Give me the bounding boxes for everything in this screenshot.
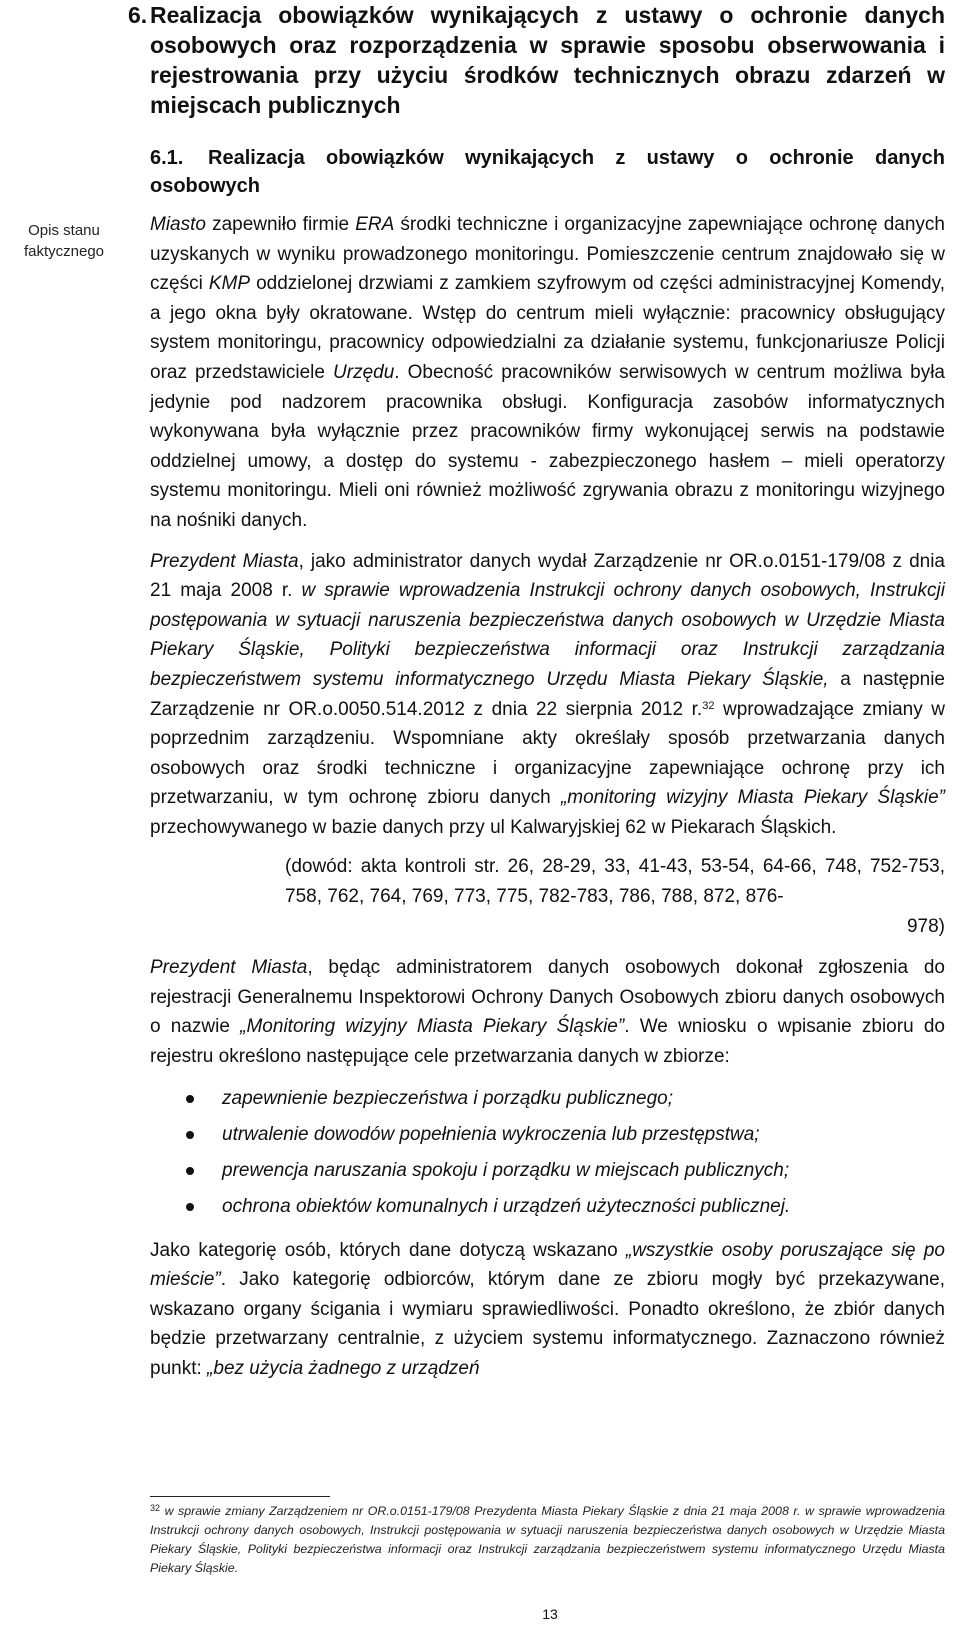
text: środki techniczne i organizacyjne zapewniające ochronę danych uzyskanych w wyniku prowadzonego monitoringu. Pomieszczenie centrum znajdowało się w części xyxy=(150,214,945,295)
text: zapewniło firmie xyxy=(205,214,356,235)
list-item xyxy=(150,1156,945,1186)
section-title: Realizacja obowiązków wynikających z ustawy o ochronie danych osobowych oraz rozporządzenia w sprawie sposobu obserwowania i rejestrowania przy użyciu środków technicznych obrazu zdarzeń w miejscach publicznych xyxy=(150,2,945,118)
footnote-divider xyxy=(150,1496,330,1497)
text-italic: „wszystkie osoby poruszające się po mieście” xyxy=(150,1239,945,1291)
section-number: 6. xyxy=(128,2,148,28)
text-italic: KMP xyxy=(208,273,251,295)
text: oddzielonej drzwiami z zamkiem szyfrowym od części administracyjnej Komendy, a jego okna były okratowane. Wstęp do centrum mieli wyłącznie: pracownicy obsługujący system monitoringu, pracownicy odpowiedzialni za działanie systemu, funkcjonariusze Policji oraz przedstawiciele xyxy=(150,273,945,383)
paragraph-3 xyxy=(150,953,945,1071)
evidence-text-end: 978) xyxy=(906,915,945,937)
list-item xyxy=(150,1192,945,1222)
footnote-text: w sprawie zmiany Zarządzeniem nr OR.o.0151-179/08 Prezydenta Miasta Piekary Śląskie z dnia 21 maja 2008 r. w sprawie wprowadzenia Instrukcji ochrony danych osobowych, Instrukcji postępowania w sytuacji naruszenia bezpieczeństwa danych osobowych w Urzędzie Miasta Piekary Śląskie, Polityki bezpieczeństwa informacji oraz Instrukcji zarządzania bezpieczeństwem systemu informatycznego Urzędu Miasta Piekary Śląskie. xyxy=(150,1504,945,1575)
text-italic: Urzędu xyxy=(333,361,395,383)
list-item-text: utrwalenie dowodów popełnienia wykroczenia lub przestępstwa; xyxy=(222,1123,760,1145)
text: . Obecność pracowników serwisowych w centrum możliwa była jedynie pod nadzorem pracownika obsługi. Konfiguracja zasobów informatycznych wykonywana była wyłącznie przez pracowników firmy wykonującej serwis na podstawie oddzielnej umowy, a dostęp do systemu - zabezpieczonego hasłem – mieli operatorzy systemu monitoringu. Mieli oni również możliwość zgrywania obrazu z monitoringu wizyjnego na nośniki danych. xyxy=(150,361,945,531)
text: . Jako kategorię odbiorców, którym dane ze zbioru mogły być przekazywane, wskazano organy ścigania i wymiaru sprawiedliwości. Ponadto określono, że zbiór danych będzie przetwarzany centralnie, z użyciem systemu informatycznego. Zaznaczono również punkt: xyxy=(150,1269,945,1379)
evidence-note xyxy=(150,852,945,941)
text-italic: Miasto xyxy=(150,214,206,235)
text-italic: Prezydent Miasta xyxy=(150,550,299,572)
text: . We wniosku o wpisanie zbioru do rejestru określono następujące cele przetwarzania danych w zbiorze: xyxy=(150,1016,945,1068)
subsection-title: Realizacja obowiązków wynikających z ustawy o ochronie danych osobowych xyxy=(150,147,945,197)
list-item xyxy=(150,1120,945,1150)
text: wprowadzające zmiany w poprzednim zarządzeniu. Wspomniane akty określały sposób przetwarzania danych osobowych oraz środki techniczne i organizacyjne zapewniające ochronę przy ich przetwarzaniu, w tym ochronę zbioru danych xyxy=(150,698,945,809)
list-item-text: zapewnienie bezpieczeństwa i porządku publicznego; xyxy=(222,1087,674,1109)
text-italic: ERA xyxy=(355,214,395,235)
page-number: 13 xyxy=(542,1606,558,1622)
text-italic: „Monitoring wizyjny Miasta Piekary Śląskie” xyxy=(240,1016,625,1038)
text: , będąc administratorem danych osobowych dokonał zgłoszenia do rejestracji Generalnemu Inspektorowi Ochrony Danych Osobowych zbioru danych osobowych o nazwie xyxy=(150,957,945,1038)
paragraph-1 xyxy=(150,210,945,536)
bullet-icon xyxy=(186,1095,194,1103)
subsection-heading-6-1 xyxy=(150,144,945,200)
body-text xyxy=(150,210,945,1383)
paragraph-4 xyxy=(150,1236,945,1384)
bullet-icon xyxy=(186,1203,194,1211)
list-item xyxy=(150,1084,945,1114)
text: przechowywanego w bazie danych przy ul Kalwaryjskiej 62 w Piekarach Śląskich. xyxy=(150,816,837,838)
text: Jako kategorię osób, których dane dotyczą wskazano xyxy=(150,1239,626,1261)
text: , jako administrator danych wydał Zarządzenie nr OR.o.0151-179/08 z dnia 21 maja 2008 r. xyxy=(150,550,945,602)
bullet-icon xyxy=(186,1131,194,1139)
section-heading-6 xyxy=(128,0,945,120)
subsection-number: 6.1. xyxy=(150,147,184,169)
footnote xyxy=(150,1502,945,1578)
text-italic: „bez użycia żadnego z urządzeń xyxy=(207,1357,480,1379)
text-italic: „monitoring wizyjny Miasta Piekary Śląskie” xyxy=(560,787,946,809)
evidence-text: (dowód: akta kontroli str. 26, 28-29, 33, 41-43, 53-54, 64-66, 748, 752-753, 758, 762, 764, 769, 773, 775, 782-783, 786, 788, 872, 876- xyxy=(285,856,945,908)
bullet-icon xyxy=(186,1167,194,1175)
margin-note: Opis stanu faktycznego xyxy=(23,222,105,260)
paragraph-2 xyxy=(150,547,945,843)
text-italic: Prezydent Miasta xyxy=(150,957,308,979)
list-item-text: ochrona obiektów komunalnych i urządzeń użyteczności publicznej. xyxy=(222,1195,791,1217)
footnote-reference[interactable]: 32 xyxy=(702,699,715,712)
goals-list xyxy=(150,1084,945,1222)
text: a następnie Zarządzenie nr OR.o.0050.514.2012 z dnia 22 sierpnia 2012 r. xyxy=(150,668,945,720)
footnote-number: 32 xyxy=(150,1503,161,1513)
text-italic: w sprawie wprowadzenia Instrukcji ochrony danych osobowych, Instrukcji postępowania w sytuacji naruszenia bezpieczeństwa danych osobowych w Urzędzie Miasta Piekary Śląskie, Polityki bezpieczeństwa informacji oraz Instrukcji zarządzania bezpieczeństwem systemu informatycznego Urzędu Miasta Piekary Śląskie, xyxy=(150,580,945,690)
list-item-text: prewencja naruszania spokoju i porządku w miejscach publicznych; xyxy=(222,1159,790,1181)
